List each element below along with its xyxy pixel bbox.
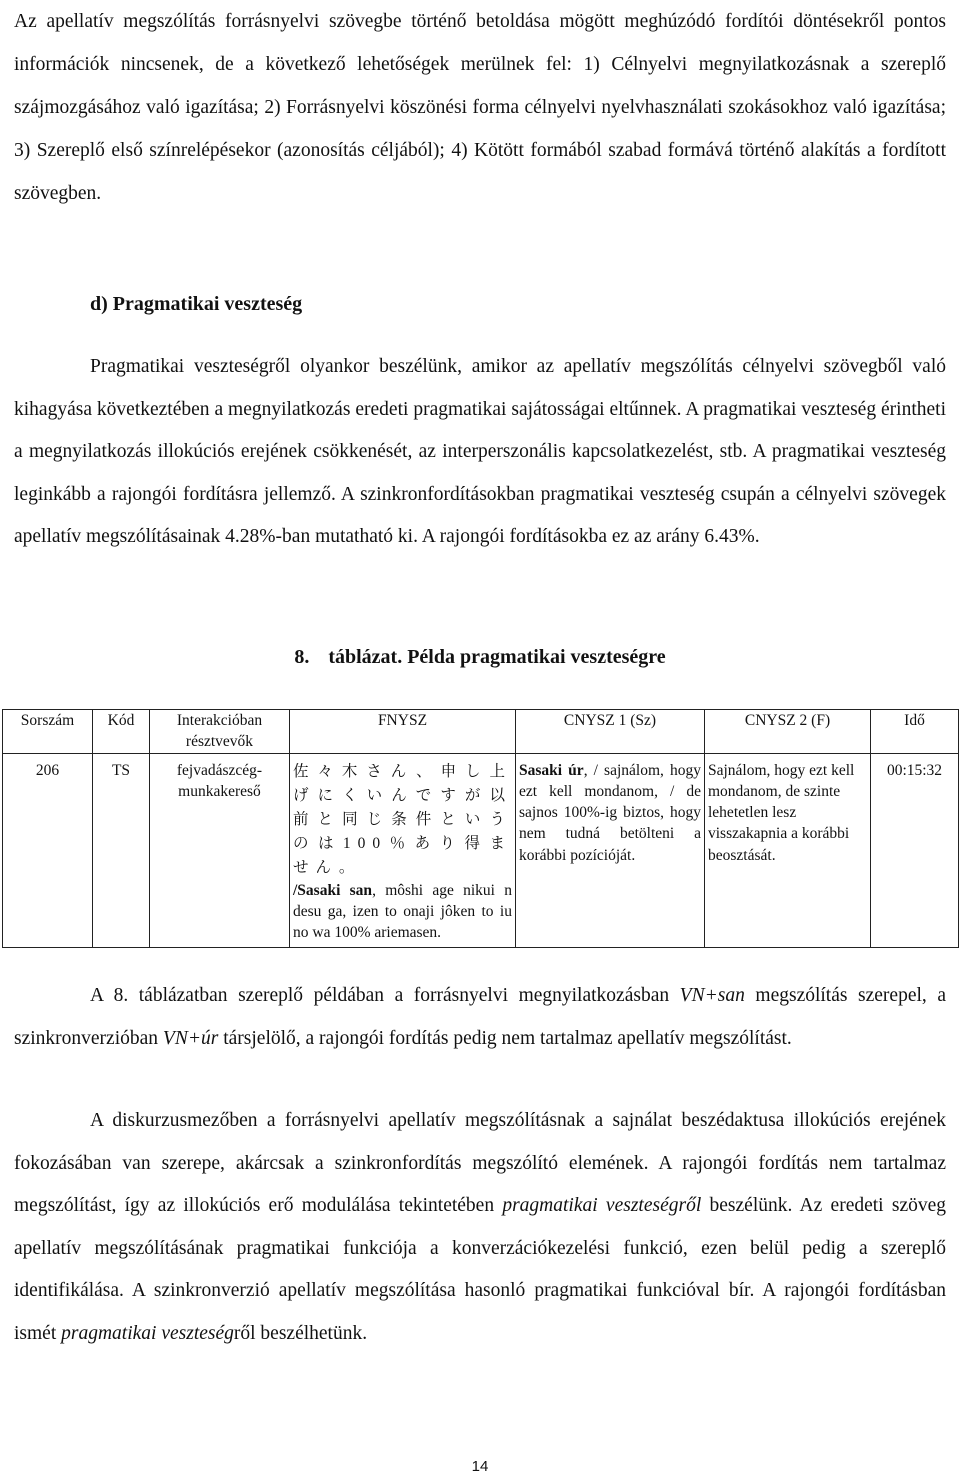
italic-term: pragmatikai veszteség — [61, 1322, 234, 1344]
paragraph-after-table — [14, 974, 946, 1060]
cell-kod: TS — [93, 753, 150, 948]
header-cell: Idő — [871, 710, 959, 754]
cell-cnysz1 — [516, 753, 705, 948]
header-cell: Interakcióban résztvevők — [150, 710, 290, 754]
header-cell: Kód — [93, 710, 150, 754]
page-number: 14 — [471, 1458, 489, 1475]
table-caption-number: 8. — [294, 646, 310, 668]
text-run: A 8. táblázatban szereplő példában a forrásnyelvi megnyilatkozásban — [90, 985, 680, 1006]
fnysz-romaji-text: , môshi age nikui n desu ga, izen to onaji jôken to iu no wa 100% ariemasen. — [293, 881, 512, 942]
table-caption — [0, 646, 960, 669]
cnysz1-name: Sasaki úr — [519, 761, 584, 779]
example-table — [2, 709, 959, 948]
italic-term: VN+úr — [162, 1028, 219, 1049]
cell-ido: 00:15:32 — [871, 753, 959, 948]
header-cell: CNYSZ 1 (Sz) — [516, 710, 705, 754]
header-cell: CNYSZ 2 (F) — [705, 710, 871, 754]
cell-resztvevok: fejvadászcég-munkakereső — [150, 753, 290, 948]
final-paragraph — [14, 1100, 946, 1355]
section-heading: d) Pragmatikai veszteség — [90, 293, 303, 315]
text-run: társjelölő, a rajongói fordítás pedig nem tartalmaz apellatív megszólítást. — [218, 1028, 792, 1049]
text-run: ről beszélhetünk. — [233, 1322, 368, 1344]
fnysz-japanese-text: 佐々木さん、申し上げにくいんですが以前と同じ条件というのは100％あり得ません。 — [293, 762, 512, 876]
header-cell: FNYSZ — [290, 710, 516, 754]
text-run: megszólítás szerepel, a szinkronverzióban — [14, 985, 946, 1049]
cell-fnysz — [290, 753, 516, 948]
italic-term: pragmatikai veszteségről — [502, 1195, 702, 1216]
table-caption-title: Példa pragmatikai veszteségre — [407, 646, 666, 668]
fnysz-name: /Sasaki san — [293, 881, 373, 899]
table-row — [3, 753, 959, 948]
cell-sorszam: 206 — [3, 753, 93, 948]
text-run: A diskurzusmezőben a forrásnyelvi apellatív megszólításnak a sajnálat beszédaktusa illokúciós erejének fokozásában van szerepe, akárcsak a szinkronfordítás megszólító elemének. A rajongói fordítás nem tartalmaz megszólítást, így az illokúciós erő modulálása tekintetében — [14, 1110, 946, 1216]
intro-paragraph: Az apellatív megszólítás forrásnyelvi szövegbe történő betoldása mögött meghúzódó fordítói döntésekről pontos információk nincsenek, de a következő lehetőségek merülnek fel: 1) Célnyelvi megnyilatkozásnak a szereplő szájmozgásához való igazítása; 2) Forrásnyelvi köszönési forma célnyelvi nyelvhasználati szokásokhoz való igazítása; 3) Szereplő első színrelépésekor (azonosítás céljából); 4) Kötött formából szabad formává történő alakítás a fordított szövegben. — [14, 11, 946, 204]
italic-term: VN+san — [679, 985, 745, 1006]
text-run: beszélünk. Az eredeti szöveg apellatív megszólításának pragmatikai funkciója a konverzációkezelési funkció, ezen belül pedig a szereplő identifikálása. A szinkronverzió apellatív megszólítása hasonló pragmatikai funkcióval bír. A rajongói fordításban ismét — [14, 1195, 947, 1344]
cnysz1-text: , / sajnálom, hogy ezt kell mondanom, / de sajnos 100%-ig biztos, hogy nem tudná betölteni a korábbi pozícióját. — [519, 761, 701, 864]
table-caption-label: táblázat. — [328, 646, 403, 668]
header-cell: Sorszám — [3, 710, 93, 754]
cell-cnysz2: Sajnálom, hogy ezt kell mondanom, de szinte lehetetlen lesz visszakapnia a korábbi beosztását. — [705, 753, 871, 948]
table-header-row — [3, 710, 959, 754]
section-paragraph: Pragmatikai veszteségről olyankor beszélünk, amikor az apellatív megszólítás célnyelvi szövegből való kihagyása következtében a megnyilatkozás eredeti pragmatikai sajátosságai eltűnnek. A pragmatikai veszteség érintheti a megnyilatkozás illokúciós erejének csökkenését, az interperszonális kapcsolatkezelést, stb. A pragmatikai veszteség leginkább a rajongói fordításra jellemző. A szinkronfordításokban pragmatikai veszteség csupán a célnyelvi szövegek apellatív megszólításainak 4.28%-ban mutatható ki. A rajongói fordításokba ez az arány 6.43%. — [14, 356, 946, 547]
